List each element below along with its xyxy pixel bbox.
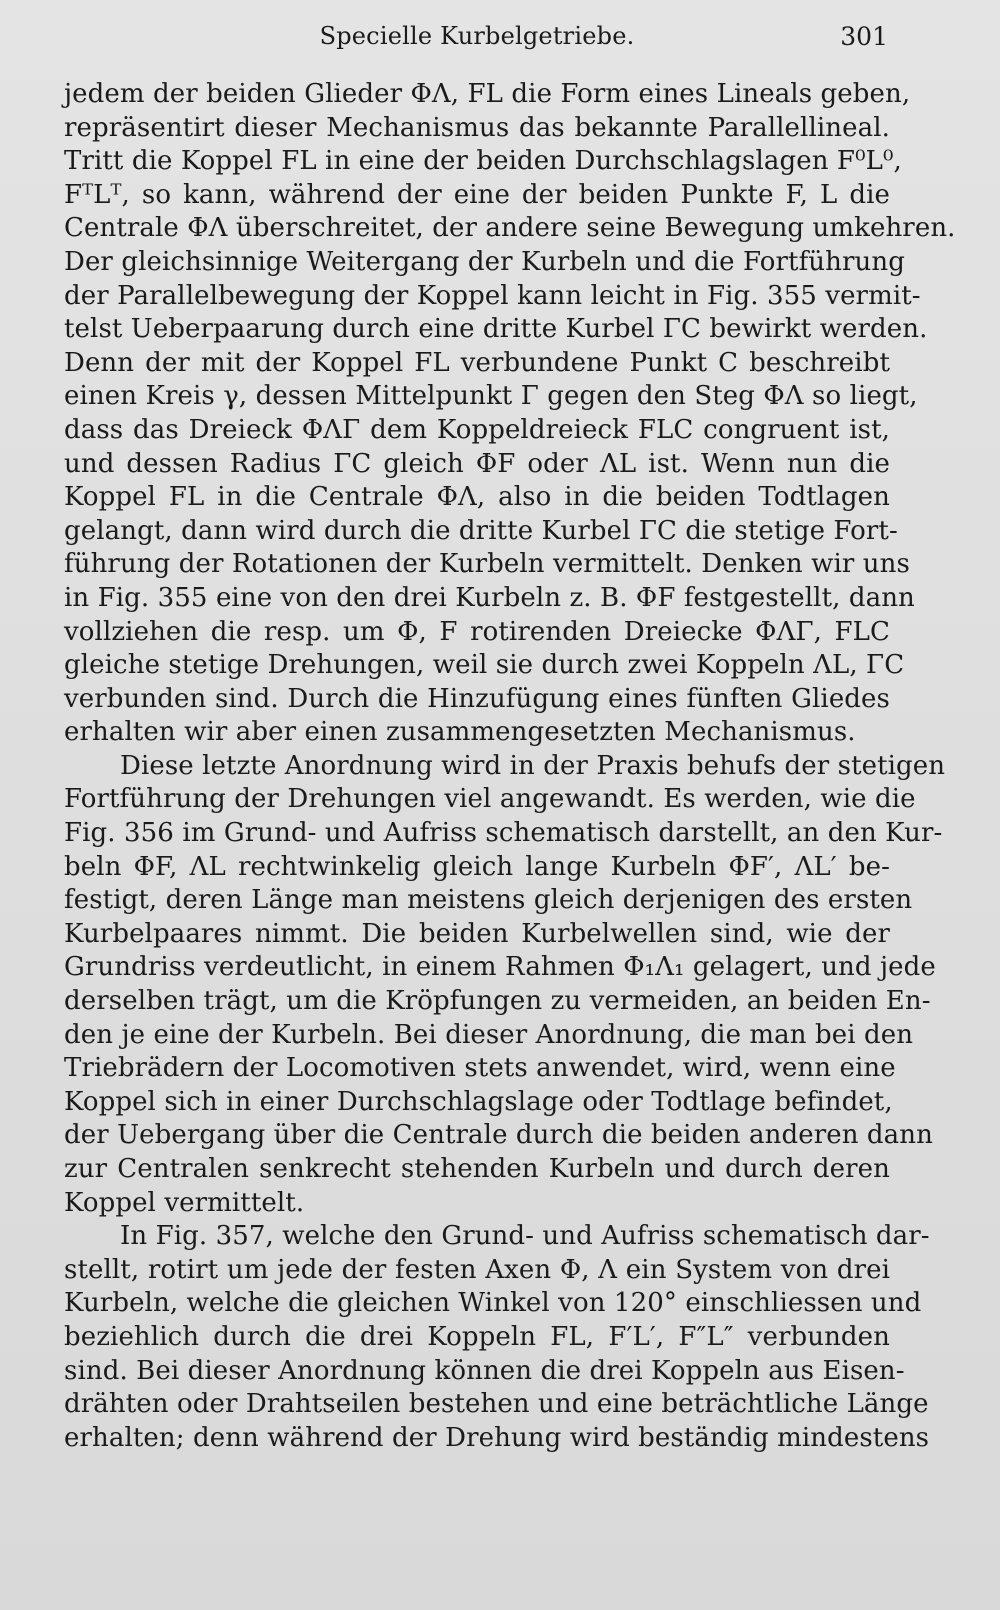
- text-line: Grundriss verdeutlicht, in einem Rahmen Φ₁Λ₁ gelagert, und jede: [64, 952, 936, 983]
- text-line: repräsentirt dieser Mechanismus das bekannte Parallellineal.: [64, 112, 890, 143]
- text-line: Fortführung der Drehungen viel angewandt. Es werden, wie die: [64, 784, 916, 815]
- text-line: erhalten; denn während der Drehung wird beständig mindestens: [64, 1422, 930, 1453]
- text-line: gelangt, dann wird durch die dritte Kurbel ΓC die stetige Fort-: [64, 515, 898, 546]
- text-line: der Uebergang über die Centrale durch die beiden anderen dann: [64, 1120, 933, 1151]
- text-line: Koppel FL in die Centrale ΦΛ, also in die beiden Todtlagen: [64, 482, 890, 513]
- body-text: [64, 78, 956, 1455]
- running-title: Specielle Kurbelgetriebe.: [319, 22, 635, 50]
- text-line: und dessen Radius ΓC gleich ΦF oder ΛL ist. Wenn nun die: [64, 448, 890, 479]
- text-line: Centrale ΦΛ überschreitet, der andere seine Bewegung umkehren.: [64, 213, 956, 244]
- text-line: derselben trägt, um die Kröpfungen zu vermeiden, an beiden En-: [64, 986, 931, 1017]
- text-line: vollziehen die resp. um Φ, F rotirenden Dreiecke ΦΛΓ, FLC: [64, 616, 890, 647]
- page-number: 301: [840, 22, 888, 51]
- text-line: Koppel sich in einer Durchschlagslage oder Todtlage befindet,: [64, 1086, 893, 1117]
- text-line: festigt, deren Länge man meistens gleich derjenigen des ersten: [64, 885, 913, 916]
- text-line: In Fig. 357, welche den Grund- und Aufriss schematisch dar-: [120, 1221, 930, 1252]
- text-line: Kurbeln, welche die gleichen Winkel von 120° einschliessen und: [64, 1288, 922, 1319]
- text-line: beln ΦF, ΛL rechtwinkelig gleich lange Kurbeln ΦF′, ΛL′ be-: [64, 851, 890, 882]
- text-line: drähten oder Drahtseilen bestehen und eine beträchtliche Länge: [64, 1389, 929, 1420]
- text-line: FᵀLᵀ, so kann, während der eine der beiden Punkte F, L die: [64, 179, 890, 210]
- text-line: führung der Rotationen der Kurbeln vermittelt. Denken wir uns: [64, 549, 910, 580]
- text-line: gleiche stetige Drehungen, weil sie durch zwei Koppeln ΛL, ΓC: [64, 650, 905, 681]
- text-line: beziehlich durch die drei Koppeln FL, F′L′, F″L″ verbunden: [64, 1321, 890, 1352]
- text-line: Koppel vermittelt.: [64, 1187, 305, 1218]
- text-line: Der gleichsinnige Weitergang der Kurbeln und die Fortführung: [64, 246, 905, 277]
- text-line: stellt, rotirt um jede der festen Axen Φ, Λ ein System von drei: [64, 1254, 890, 1285]
- text-line: den je eine der Kurbeln. Bei dieser Anordnung, die man bei den: [64, 1019, 914, 1050]
- text-line: erhalten wir aber einen zusammengesetzten Mechanismus.: [64, 717, 856, 748]
- text-line: Fig. 356 im Grund- und Aufriss schematisch darstellt, an den Kur-: [64, 818, 943, 849]
- text-line: in Fig. 355 eine von den drei Kurbeln z. B. ΦF festgestellt, dann: [64, 582, 915, 613]
- running-head: [66, 22, 888, 62]
- text-line: zur Centralen senkrecht stehenden Kurbeln und durch deren: [64, 1154, 890, 1184]
- text-line: Triebrädern der Locomotiven stets anwendet, wird, wenn eine: [64, 1053, 896, 1084]
- text-line: Kurbelpaares nimmt. Die beiden Kurbelwellen sind, wie der: [64, 918, 890, 949]
- text-line: dass das Dreieck ΦΛΓ dem Koppeldreieck FLC congruent ist,: [64, 414, 890, 445]
- text-line: sind. Bei dieser Anordnung können die drei Koppeln aus Eisen-: [64, 1355, 905, 1386]
- text-line: der Parallelbewegung der Koppel kann leicht in Fig. 355 vermit-: [64, 280, 921, 311]
- text-line: jedem der beiden Glieder ΦΛ, FL die Form eines Lineals geben,: [64, 79, 911, 109]
- text-line: Denn der mit der Koppel FL verbundene Punkt C beschreibt: [64, 347, 890, 378]
- text-line: Diese letzte Anordnung wird in der Praxis behufs der stetigen: [120, 750, 946, 781]
- text-line: telst Ueberpaarung durch eine dritte Kurbel ΓC bewirkt werden.: [64, 314, 928, 345]
- text-line: einen Kreis γ, dessen Mittelpunkt Γ gegen den Steg ΦΛ so liegt,: [64, 381, 918, 412]
- text-line: verbunden sind. Durch die Hinzufügung eines fünften Gliedes: [64, 683, 890, 714]
- text-line: Tritt die Koppel FL in eine der beiden Durchschlagslagen F⁰L⁰,: [64, 146, 902, 177]
